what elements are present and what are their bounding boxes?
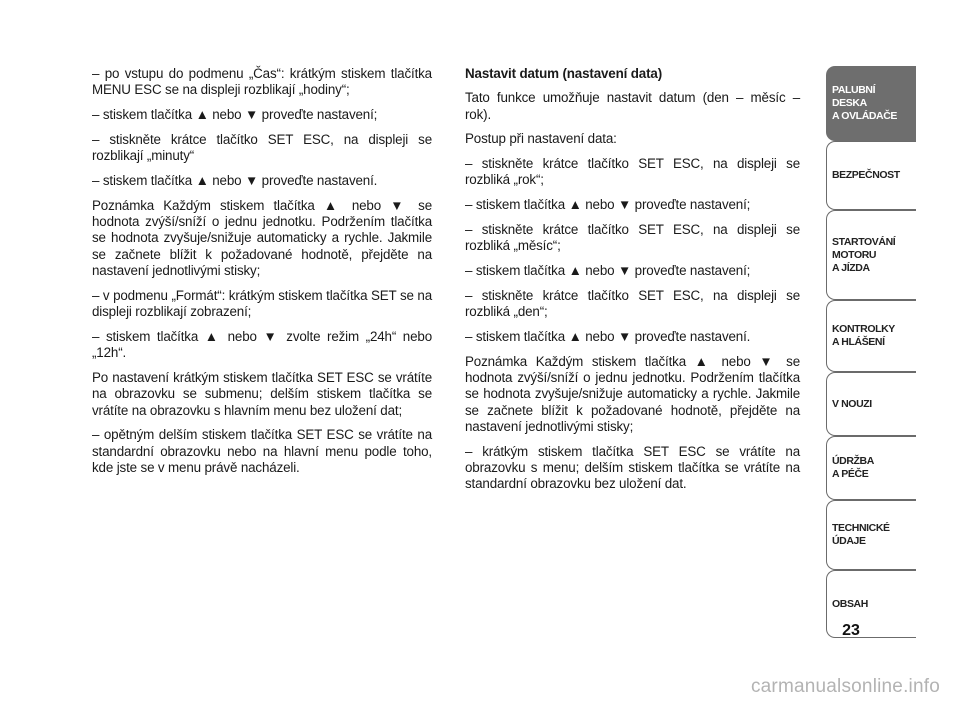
paragraph: – stiskněte krátce tlačítko SET ESC, na displeji se rozbliká „den“; <box>465 287 800 320</box>
chapter-tabs <box>826 66 916 638</box>
paragraph: – stiskem tlačítka ▲ nebo ▼ proveďte nastavení. <box>92 172 378 188</box>
tab-technicke-udaje[interactable] <box>826 500 916 570</box>
paragraph: Postup při nastavení data: <box>465 131 617 147</box>
watermark: carmanualsonline.info <box>750 676 940 697</box>
tab-startovani-motoru[interactable] <box>826 210 916 300</box>
paragraph: Po nastavení krátkým stiskem tlačítka SET ESC se vrátíte na obrazovku se submenu; delším stiskem tlačítka se vrátíte na obrazovku s hlavním menu bez uložení dat; <box>92 369 432 418</box>
tab-label: BEZPEČNOST <box>832 169 900 181</box>
paragraph: – stiskněte krátce tlačítko SET ESC, na displeji se rozbliká „měsíc“; <box>465 222 800 254</box>
tab-label: ÚDRŽBA A PÉČE <box>832 455 874 480</box>
paragraph: – stiskem tlačítka ▲ nebo ▼ proveďte nastavení; <box>92 107 378 123</box>
paragraph: – stiskem tlačítka ▲ nebo ▼ proveďte nastavení; <box>465 197 751 213</box>
tab-v-nouzi[interactable] <box>826 372 916 436</box>
tab-label: V NOUZI <box>832 397 872 410</box>
paragraph: – krátkým stiskem tlačítka SET ESC se vrátíte na obrazovku s menu; delším stiskem tlačítka se vrátíte na standardní obrazovku bez uložení dat. <box>465 443 800 492</box>
tab-bezpecnost[interactable] <box>826 141 916 210</box>
tab-label: KONTROLKY A HLÁŠENÍ <box>832 323 895 348</box>
tab-udrzba[interactable] <box>826 436 916 500</box>
paragraph: – po vstupu do podmenu „Čas“: krátkým stiskem tlačítka MENU ESC se na displeji rozblikají „hodiny“; <box>92 66 432 98</box>
paragraph: – stiskněte krátce tlačítko SET ESC, na displeji se rozbliká „rok“; <box>465 156 800 188</box>
paragraph: – v podmenu „Formát“: krátkým stiskem tlačítka SET se na displeji rozblikají zobrazení; <box>92 287 432 320</box>
right-text-column <box>465 66 800 501</box>
left-text-column <box>92 66 432 485</box>
paragraph: – stiskem tlačítka ▲ nebo ▼ proveďte nastavení. <box>465 329 751 345</box>
tab-kontrolky[interactable] <box>826 300 916 372</box>
paragraph: – stiskněte krátce tlačítko SET ESC, na displeji se rozblikají „minuty“ <box>92 131 432 164</box>
tab-palubni-deska[interactable] <box>826 66 916 141</box>
paragraph: Poznámka Každým stiskem tlačítka ▲ nebo ▼ se hodnota zvýší/sníží o jednu jednotku. Podržením tlačítka se hodnota zvyšuje/snižuje automaticky a rychle. Jakmile se začnete blížit k požadované hodnotě, přejděte na nastavení jednotlivými stisky; <box>92 197 432 278</box>
tab-label: PALUBNÍ DESKA A OVLÁDAČE <box>832 84 898 122</box>
paragraph: – stiskem tlačítka ▲ nebo ▼ proveďte nastavení; <box>465 263 751 279</box>
page-number: 23 <box>842 622 860 639</box>
paragraph: – opětným delším stiskem tlačítka SET ESC se vrátíte na standardní obrazovku nebo na hlavní menu podle toho, kde jste se v menu právě nacházeli. <box>92 427 432 475</box>
tab-label: STARTOVÁNÍ MOTORU A JÍZDA <box>832 235 896 274</box>
tab-label: TECHNICKÉ ÚDAJE <box>832 522 890 547</box>
tab-label: OBSAH <box>832 597 868 610</box>
paragraph: Poznámka Každým stiskem tlačítka ▲ nebo ▼ se hodnota zvýší/sníží o jednu jednotku. Podržením tlačítka se hodnota zvyšuje/snižuje automaticky a rychle. Jakmile se začnete blížit k požadované hodnotě, přejděte na nastavení jednotlivými stisky; <box>465 353 800 435</box>
paragraph: – stiskem tlačítka ▲ nebo ▼ zvolte režim „24h“ nebo „12h“. <box>92 328 432 361</box>
section-heading: Nastavit datum (nastavení data) <box>465 66 663 81</box>
paragraph: Tato funkce umožňuje nastavit datum (den – měsíc – rok). <box>465 90 800 122</box>
